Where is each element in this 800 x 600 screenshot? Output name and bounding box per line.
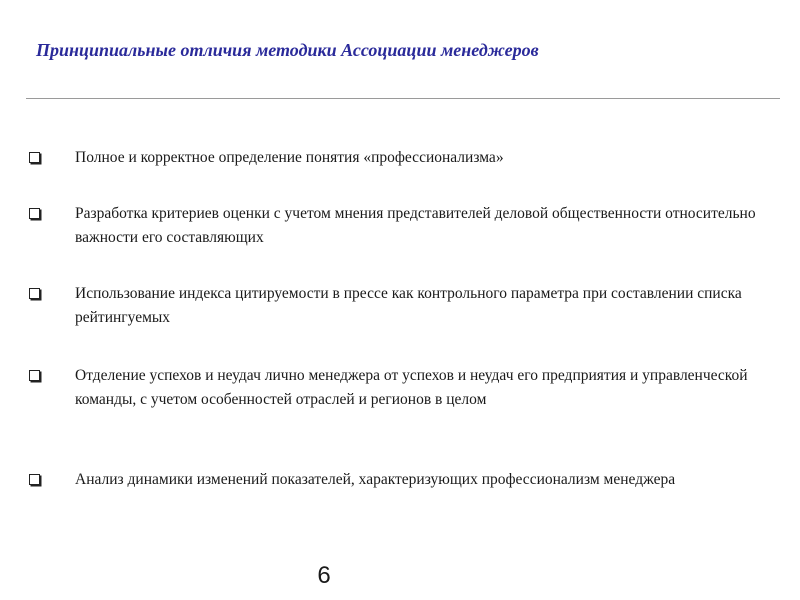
bullet-text: Использование индекса цитируемости в прессе как контрольного параметра при составлении списка рейтингуемых bbox=[75, 285, 742, 326]
slide-title: Принципиальные отличия методики Ассоциации менеджеров bbox=[36, 40, 539, 60]
bullet-text: Разработка критериев оценки с учетом мнения представителей деловой общественности относительно важности его составляющих bbox=[75, 205, 756, 246]
square-bullet-icon bbox=[29, 370, 40, 381]
page-number: 6 bbox=[317, 562, 331, 589]
bullet-text: Полное и корректное определение понятия «профессионализма» bbox=[75, 149, 504, 166]
title-divider bbox=[26, 98, 780, 99]
square-bullet-icon bbox=[29, 288, 40, 299]
square-bullet-icon bbox=[29, 208, 40, 219]
bullet-text: Анализ динамики изменений показателей, характеризующих профессионализм менеджера bbox=[75, 471, 676, 488]
bullet-text: Отделение успехов и неудач лично менеджера от успехов и неудач его предприятия и управленческой команды, с учетом особенностей отраслей и регионов в целом bbox=[75, 367, 748, 408]
square-bullet-icon bbox=[29, 152, 40, 163]
square-bullet-icon bbox=[29, 474, 40, 485]
